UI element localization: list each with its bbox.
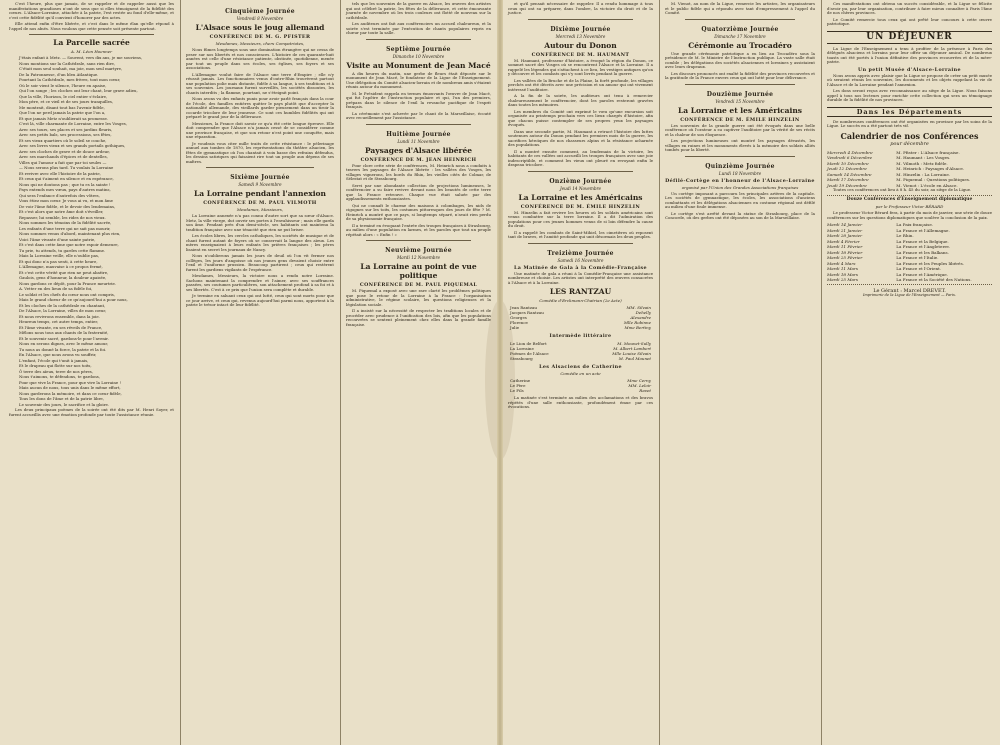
poem-line: Vous étiez mon cœur. Je vous ai vu, et mon âme	[19, 198, 113, 203]
event-label: La France et les Balkans.	[896, 249, 949, 255]
paragraph: Il a rappelé les combats de Saint-Mihiel, les cimetières où reposent tant de braves, et l'amitié profonde qui unit désormais les deux peuples.	[508, 229, 653, 239]
box-heading: UN DÉJEUNER	[827, 31, 992, 44]
performer-name: MM. Leloir	[628, 383, 651, 388]
divider	[528, 243, 633, 244]
divider	[29, 34, 154, 35]
paragraph: Les vallées de la Bruche et de la Plaine, la forêt profonde, les villages perchés ont été décrits avec une précision et un amour qui ont vivement intéressé l'auditoire.	[508, 77, 653, 92]
poem-line: Tu nous as donné la force, la patrie et la foi.	[19, 346, 107, 352]
section-subtitle: La Matinée de Gala à la Comédie-Française	[514, 264, 647, 271]
section-subtitle: CONFÉRENCE DE M. PAUL VILMOTH	[203, 200, 317, 206]
paragraph: A la fin de la soirée, les auditeurs ont tenu à remercier chaleureusement le conférencier, dont les paroles resteront gravées dans toutes les mémoires.	[508, 93, 653, 107]
poem-line: Nous gardons ce dépôt, pour la France meurtrie.	[19, 280, 117, 286]
date-label: Mardi 4 Février	[827, 238, 860, 244]
article-body	[346, 72, 491, 121]
role-name: La Lorraine	[510, 346, 534, 351]
article-body	[346, 164, 491, 238]
paragraph: Une matinée de gala a réuni à la Comédie-Française une assistance nombreuse et choisie. Les artistes ont interprété des œuvres consacrées à l'Alsace et à la Lorraine.	[508, 270, 653, 285]
article-body	[186, 48, 334, 164]
section-day: Cinquième Journée	[225, 8, 295, 15]
poem-line: Voici l'âme vivante d'une sainte patrie,	[19, 236, 96, 242]
section-subtitle: CONFÉRENCE DE M. G. PFISTER	[209, 34, 311, 40]
role-name: Poèmes de l'Alsace	[510, 351, 549, 356]
column-3	[341, 0, 496, 745]
poem-line: Qui l'on songe ; les cloches ont leur chant, leur grave adieu,	[19, 88, 138, 93]
date-label: Mercredi 4 Décembre	[827, 149, 873, 155]
paragraph: Le Comité remercie tous ceux qui ont prêté leur concours à cette œuvre patriotique.	[827, 16, 992, 26]
poem-line: De voir l'âme fidèle, et le devoir des lendemains,	[19, 203, 116, 209]
play-title: LES RANTZAU	[549, 287, 612, 296]
article-body	[508, 59, 653, 168]
poem-line: Gaulois, gens d'honneur, la douleur apaisée,	[19, 275, 107, 280]
article-body	[186, 214, 334, 308]
date-label: Mardi 4 Mars	[827, 260, 856, 266]
paragraph: Il a insisté sur la nécessité de respecter les traditions locales et de procéder avec prudence à l'unification des lois, afin que les populations recouvrées se sentent pleinement chez elles dans la grande famille française.	[346, 308, 491, 327]
role-name: Florence	[510, 320, 528, 325]
paragraph: Les écoles libres, les cercles catholiques, les sociétés de musique et de chant furent autant de foyers où se conservait la langue des aïeux. Les mères enseignaient à leurs enfants les prières françaises ; les pères lisaient en secret les journaux de Nancy.	[186, 233, 334, 252]
section-subtitle: CONFÉRENCE DE M. HAUMANT	[531, 51, 630, 58]
performer-name: Mlle Louise Silvain	[612, 351, 651, 356]
section-date: Mardi 12 Novembre	[397, 255, 440, 260]
role-name: Jacques Rantzau	[510, 310, 544, 315]
poem-line: Et ceux qui t'aiment en silence et en espérance,	[19, 176, 114, 181]
readings-table	[508, 341, 653, 361]
paragraph: Je voudrais vous citer mille traits de cette résistance : le pèlerinage annuel aux tombes de 1870, les représentations du théâtre alsacien, les fêtes de gymnastique où l'on chantait à voix basse des refrains défendus, les dessins satiriques qui faisaient rire tout un peuple aux dépens de ses maîtres.	[186, 140, 334, 164]
play-title: Les Alsaciens de Catherine	[539, 364, 622, 370]
section-date: Vendredi 15 Novembre	[715, 98, 765, 104]
lecture-row	[827, 277, 992, 283]
section-title: Cérémonie au Trocadéro	[688, 40, 792, 50]
article-body	[665, 124, 815, 153]
paragraph: Les dons seront reçus avec reconnaissance au siège de la Ligue. Nous faisons appel à tous nos lecteurs pour enrichir cette collection qui sera un témoignage durable de la fidélité de nos provinces.	[827, 88, 992, 102]
paragraph: M. Vienot, au nom de la Ligue, remercie les artistes, les organisateurs et le public fidèle qui a répondu avec tant d'empressement à l'appel du Comité.	[665, 1, 815, 15]
paragraph: Servi par une abondante collection de projections lumineuses, le conférencier a su faire revivre devant nous les beautés de cette terre que la France retrouve. Chaque vue était saluée par des applaudissements enthousiastes.	[346, 182, 491, 201]
section-day: Onzième Journée	[549, 177, 612, 185]
paragraph: Mesdames, Messieurs, la victoire nous a rendu notre Lorraine. Sachons maintenant la comprendre et l'aimer, avec ses souffrances passées, ses coutumes particulières, son attachement profond à sa foi et à ses libertés. C'est à ce prix que l'union sera complète et durable.	[186, 273, 334, 292]
section-title: Paysages d'Alsace libérée	[364, 145, 473, 155]
paragraph: Je termine en saluant ceux qui ont lutté, ceux qui sont morts pour que ce jour arrive, et ceux qui, revenus aujourd'hui parmi nous, apportent à la patrie le trésor intact de leur fidélité.	[186, 293, 334, 307]
section-subtitle: par le Professeur Victor BÉRARD	[875, 204, 944, 209]
section-date: Lundi 11 Novembre	[397, 138, 440, 144]
poem-line: Et le drapeau qui flotte sur nos toits,	[19, 363, 92, 368]
divider	[685, 84, 795, 85]
performer-name: M. Mounet-Sully	[617, 341, 651, 346]
role-name: Julie	[510, 325, 520, 330]
event-label: La France et la Belgique.	[896, 238, 949, 244]
poem-line: J'étais enfant à Metz. — Souvent, vers dix ans, je me souviens,	[19, 55, 143, 60]
performer-name: M. Albert Lambert	[613, 346, 651, 351]
poem-line: Et l'âme vivante, en ses réveils de France,	[19, 324, 103, 330]
paragraph: Les auditeurs ont fait aux conférenciers un accueil chaleureux, et la soirée s'est terminée par l'exécution de chants populaires repris en chœur par toute la salle.	[346, 21, 491, 35]
role-name: Catherine	[510, 378, 531, 383]
event-label: M. Vienot : L'école en Alsace.	[896, 182, 958, 188]
calendar-title: Calendrier de nos Conférences	[840, 130, 979, 141]
section-day: Quatorzième Journée	[701, 25, 779, 33]
role-name: Le Lion de Belfort	[510, 341, 547, 346]
date-label: Jeudi 19 Décembre	[827, 182, 867, 188]
column-5	[660, 0, 820, 745]
paragraph: Nous avons appris avec plaisir que la Ligue se propose de créer un petit musée où seraient réunis les souvenirs, les documents et les objets rappelant la vie de l'Alsace et de la Lorraine pendant l'annexion.	[827, 72, 992, 87]
column-2	[181, 0, 339, 745]
poem-line: Le soldat et les chefs du cœur nous ont compris,	[19, 291, 115, 297]
event-label: La France et l'Angleterre.	[896, 244, 951, 249]
role-name: Le Fils	[510, 388, 524, 393]
date-label: Mardi 25 Mars	[827, 277, 859, 282]
section-title: La Lorraine et les Américains	[518, 192, 643, 202]
poem-line: Les enfants d'une terre qui ne sait pas mourir,	[19, 225, 111, 231]
poem-line: Et que jamais Metz n'oublierait sa promesse.	[19, 115, 109, 121]
divider	[366, 39, 471, 40]
poem-line: Que la ville, l'horizon, le ciel entier s'éclaire,	[19, 93, 108, 99]
poem-line: C'est là, ville charmante de Lorraine, entre les Vosges,	[19, 121, 128, 126]
role-name: Georges	[510, 315, 527, 320]
divider	[528, 19, 633, 20]
calendar-list	[827, 150, 992, 189]
paragraph: Les projections lumineuses ont montré les paysages dévastés, les villages en ruines et les monuments élevés à la mémoire des soldats alliés tombés pour la liberté.	[665, 138, 815, 152]
paragraph: Les souvenirs de la grande guerre ont été évoqués dans une belle conférence où l'orateur a su captiver l'auditoire par la vérité de ses récits et la chaleur de son éloquence.	[665, 122, 815, 137]
date-label: Mardi 21 Janvier	[827, 227, 863, 233]
role-name: Jean Rantzau	[510, 305, 537, 310]
performer-name: Mme Cerny	[627, 378, 651, 383]
section-day: Quinzième Journée	[705, 162, 775, 170]
poem-line: Pourtant la Cathédrale, mes frères, tout mon cœur,	[19, 77, 121, 82]
printer-imprint: Imprimerie de la Ligue de l'Enseignement — Paris.	[862, 293, 957, 297]
section-title: L'Alsace sous le joug allemand	[195, 23, 325, 32]
play-subtitle: Comédie d'Erckmann-Chatrian (2e Acte)	[539, 298, 622, 303]
poem-line: Le souvenir des jours, le sacrifice et la gloire.	[19, 401, 110, 407]
salutation: Mesdames, Messieurs,	[236, 207, 284, 212]
paragraph: et qu'il pensait nécessaire de rappeler. Il a rendu hommage à tous ceux qui ont su préparer, dans l'ombre, la victoire du droit et de la justice.	[508, 1, 653, 15]
poem-line: En l'Alsace, que nous avons vu souffrir,	[19, 352, 97, 357]
paragraph: Le professeur Victor Bérard fera, à partir du mois de janvier, une série de douze conférences sur les questions diplomatiques que soulève la conclusion de la paix.	[827, 210, 992, 220]
article-body	[665, 192, 815, 221]
paragraph: La matinée s'est terminée au milieu des acclamations et des bravos répétés d'une salle enthousiaste, profondément émue par ces évocations.	[508, 395, 653, 409]
paragraph: M. Hinzelin a fait revivre les heures où les soldats américains sont venus combattre sur la terre lorraine. Il a dit l'admiration des populations pour ces jeunes hommes venus de si loin défendre la cause du droit.	[508, 209, 653, 228]
poem-line: Avec ses cloches de grave et de douce ardeur,	[19, 148, 110, 154]
section-title: Douze Conférences d'Enseignement diplomatique	[846, 196, 973, 202]
paragraph: Nous fûmes longtemps sous une domination étrangère qui ne cessa de peser sur nos libertés et nos consciences. L'histoire de ces quarante-huit années est celle d'une résistance patiente, obstinée, quotidienne, menée par tout un peuple dans ses écoles, ses églises, ses foyers et ses associations.	[186, 47, 334, 70]
poem-line: Et qui donc n'a pas senti, à cette heure,	[19, 258, 98, 264]
play-subtitle: Comédie en un acte	[560, 371, 601, 376]
section-title: La Lorraine au point de vue politique	[360, 262, 477, 280]
event-label: M. Vilmoth : Metz fidèle.	[896, 160, 948, 166]
paragraph: Elle attend enfin d'être libérée, et c'est dans le même élan qu'elle répond à l'appel de nos aînés. Nous voulons que cette pensée soit présente partout.	[9, 21, 174, 31]
poem-line: Avec ses marchands d'épices et de dentelles,	[19, 154, 108, 159]
poem-line: Pour que vive la France, pour que vive la Lorraine !	[19, 379, 122, 385]
divider	[827, 284, 992, 285]
article-body	[665, 52, 815, 81]
section-day: Huitième Journée	[386, 130, 451, 138]
poem-line: Mais aucun de nous, tous unis dans le même effort,	[19, 385, 121, 390]
poem-line: Avec ses tours, ses places et ses jardins fleuris,	[19, 126, 113, 132]
section-subtitle: CONFÉRENCE DE M. ÉMILE HINZELIN	[680, 116, 800, 123]
performer-name: Mlle Robinne	[623, 320, 651, 325]
section-day: Neuvième Journée	[385, 247, 452, 254]
box-heading: Dans les Départements	[827, 107, 992, 117]
paragraph: Dans une seconde partie, M. Haumant a retracé l'histoire des luttes soutenues autour du Donon pendant les premiers mois de la guerre, les sacrifices héroïques de nos chasseurs alpins et la résistance acharnée des populations.	[508, 128, 653, 147]
poem-line: Tu prie, tu attends, tu gardes cette flamme.	[19, 247, 106, 253]
paragraph: Ces manifestations ont obtenu un succès considérable, et la Ligue se félicite d'avoir pu, par leur organisation, contribuer à faire mieux connaître à Paris l'âme de nos chères provinces.	[827, 1, 992, 15]
section-day: Douzième Journée	[706, 90, 774, 98]
date-label: Mardi 18 Février	[827, 249, 863, 255]
divider	[528, 171, 633, 172]
lecture-list	[827, 222, 992, 283]
article-body	[827, 74, 992, 103]
paragraph: Qui ne connaît le charme des maisons à colombages, les nids de cigognes sur les toits, les costumes pittoresques des jours de fête ? M. Heinrich a montré que ce pays, si longtemps séparé, n'avait rien perdu de sa physionomie française.	[346, 202, 491, 221]
event-label: M. Piquemal : Questions politiques.	[896, 177, 971, 182]
poem-line: Mais le grand chœur de ce qu'aujourd'hui a pour nous,	[19, 297, 128, 302]
event-label: M. Hinzelin : La Lorraine.	[896, 171, 951, 177]
article-body	[508, 272, 653, 286]
date-label: Vendredi 6 Décembre	[827, 155, 873, 160]
date-label: Mardi 10 Décembre	[827, 160, 869, 166]
section-date: Vendredi 8 Novembre	[236, 16, 284, 21]
interlude-title: Intermède littéraire	[549, 333, 612, 339]
section-date: Samedi 9 Novembre	[238, 182, 282, 187]
paragraph: La Lorraine annexée n'a pas connu d'autre sort que sa sœur d'Alsace. Metz, la ville vierge, dut ouvrir ses portes à l'envahisseur ; mais elle garda son âme. Pendant près d'un demi-siècle, ses habitants ont maintenu la tradition française avec une ténacité que rien ne put briser.	[186, 213, 334, 232]
poem-line: Que l'on ne perd jamais la patrie que l'on a,	[19, 110, 106, 115]
paragraph: M. le Président rappela en termes émouvants l'œuvre de Jean Macé, qui fut l'apôtre de l'instruction populaire et qui, l'un des premiers, prépara dans le silence de l'exil la revanche pacifique de l'esprit français.	[346, 90, 491, 109]
date-label: Jeudi 12 Décembre	[827, 166, 867, 171]
performer-name: Alexandre	[630, 315, 651, 320]
event-label: La France et l'Italie.	[896, 255, 939, 260]
section-subtitle: CONFÉRENCE DE M. PAUL PIQUEMAL	[359, 282, 478, 288]
poem-author: A. M. Léon Hoenner	[70, 49, 113, 54]
section-day: Dixième Journée	[550, 25, 611, 33]
role-name: Strasbourg	[510, 356, 533, 361]
event-label: Le Rhin.	[896, 233, 914, 238]
section-day: Treizième Journée	[547, 249, 614, 257]
paragraph: La Ligue de l'Enseignement a tenu à profiter de la présence à Paris des délégués alsaciens et lorrains pour leur offrir un déjeuner amical. De nombreux toasts ont été portés à l'union définitive des provinces recouvrées et de la mère-patrie.	[827, 45, 992, 64]
poem-line: Ô terre des aïeux, terre de nos pères,	[19, 368, 94, 374]
section-day: Septième Journée	[386, 45, 451, 53]
performer-name: M. Paul Mounet	[618, 356, 651, 361]
poem-line: Avec ses petits bals, ses processions, ses fêtes,	[19, 132, 112, 137]
event-label: La France et l'Allemagne.	[896, 227, 950, 233]
poem-line: Avec ses livres vieux et ses grands portails gothiques,	[19, 143, 126, 148]
program-row	[508, 356, 653, 361]
date-label: Mardi 18 Mars	[827, 271, 859, 277]
poem-line: Et le souvenir sacré, gardons-le pour l'avenir.	[19, 335, 109, 341]
poem-line: Nous qui ne doutons pas ; que tu es la sainte !	[19, 181, 111, 187]
poem-line: Repasser, lui semble, les rides de nos vieux.	[19, 214, 106, 220]
event-label: M. Heinrich : Paysages d'Alsace.	[896, 166, 965, 171]
cast-table	[508, 305, 653, 330]
divider	[366, 124, 471, 125]
section-day: Sixième Journée	[230, 174, 290, 181]
section-subtitle: CONFÉRENCE DE M. ÉMILE HINZELIN	[520, 203, 641, 210]
poem-line: Et les cloches de la cathédrale en chantant,	[19, 302, 106, 308]
cast-table	[508, 378, 653, 393]
paragraph: Les deux principaux poèmes de la soirée ont été dits par M. Henri Soyer, et furent accueillis avec une émotion profonde par toute l'assistance réunie.	[9, 407, 174, 417]
paragraph: L'Allemagne voulut faire de l'Alsace une terre d'Empire ; elle n'y réussit jamais. Les fonctionnaires venus d'outre-Rhin trouvèrent partout une population polie mais distante, fidèle à sa langue, à ses traditions et à ses souvenirs. Les journaux furent surveillés, les sociétés dissoutes, les chants interdits ; la flamme, pourtant, ne s'éteignit point.	[186, 71, 334, 95]
performer-name: Dehelly	[635, 310, 651, 315]
date-label: Mardi 11 Février	[827, 244, 863, 249]
performer-name: Ravet	[639, 388, 651, 393]
poem-line: L'Allemagne, mauvaise à ce propos fermé,	[19, 264, 103, 269]
poem-line: Nous montions sur la Cathédrale, sans rien dire,	[19, 60, 116, 66]
poem-line: Et c'est cette vérité que rien ne peut abattre,	[19, 269, 109, 275]
program-row	[508, 388, 653, 393]
poem-line: — Nous serons plus tard. Tu voulais la Lorraine	[19, 165, 114, 170]
poem-line: Et revivre avec elle l'histoire de la patrie,	[19, 170, 101, 176]
paragraph: Un cortège imposant a parcouru les principales artères de la capitale. Les sociétés de gymnastique, les écoles, les associations d'anciens combattants et les délégations alsaciennes en costume régional ont défilé au milieu d'une foule immense.	[665, 190, 815, 209]
poem-line: Nous sommes les témoins de la fidélité sacrée,	[19, 220, 112, 225]
poem-line: Mais la Lorraine veille, elle n'oublie pas,	[19, 253, 100, 258]
poem-line: Nous garderons la mémoire, et dans ce cœur fidèle,	[19, 390, 122, 396]
event-label: M. Pfister : L'Alsace française.	[896, 149, 960, 155]
event-label: La France et la Société des Nations.	[896, 277, 972, 282]
poem-line: C'était mon seul souhait, ma joie, mon seul martyre,	[19, 66, 123, 71]
date-label: Mardi 25 Février	[827, 255, 863, 260]
divider	[366, 240, 471, 241]
date-label: Mardi 17 Décembre	[827, 177, 869, 182]
poem-title: La Parcelle sacrée	[53, 38, 130, 47]
poem-line: De l'Alsace, la Lorraine, villes de mon cœur,	[19, 308, 107, 313]
paragraph: Une grande cérémonie patriotique a eu lieu au Trocadéro sous la présidence de M. le Ministre de l'Instruction publique. La vaste salle était comble ; les délégations des sociétés alsaciennes et lorraines y assistaient avec leurs drapeaux.	[665, 50, 815, 69]
manager-signature: Le Gérant : Marcel DREVET.	[873, 287, 946, 294]
poem-line: Mon père, et ce vieil et de ses jours tranquilles,	[19, 99, 114, 104]
paragraph: Toutes ces conférences ont lieu à 8 h. 45 du soir, au siège de la Ligue.	[833, 187, 972, 192]
performer-name: MM. Silvain	[626, 305, 651, 310]
paragraph: Messieurs, la France doit savoir ce qu'a été cette longue épreuve. Elle doit comprendre que l'Alsace n'a jamais cessé de se considérer comme une province française, et que son retour n'est point une conquête, mais une réparation.	[186, 120, 334, 139]
poem-line: Nous en serons dignes, avec le même amour,	[19, 341, 109, 346]
paragraph: A dix heures du matin, une gerbe de fleurs était déposée sur le monument de Jean Macé, le fondateur de la Ligue de l'Enseignement. Une délégation du Comité alsacien-lorrain et de nombreux amis s'étaient réunis autour du monument.	[346, 70, 491, 89]
poem-line: Et nous revivrons ensemble, dans la joie.	[19, 313, 100, 319]
article-body	[827, 211, 992, 220]
poem-line: Nous t'aimons, te défendons, te gardons,	[19, 374, 100, 379]
event-label: La France et les Peuples libérés.	[896, 260, 964, 266]
divider	[206, 167, 314, 168]
paragraph: Le cortège s'est arrêté devant la statue de Strasbourg, place de la Concorde, où des gerbes ont été déposées au son de la Marseillaise.	[665, 210, 815, 220]
paragraph: De nombreuses conférences ont été organisées en province par les soins de la Ligue. Le succès en a été partout très vif.	[827, 118, 992, 128]
divider	[827, 195, 992, 196]
poem-line: Et c'est dans cette âme que notre espoir demeure,	[19, 242, 119, 247]
role-name: Le Père	[510, 383, 526, 388]
divider	[685, 19, 795, 20]
poem-line: De la Patronnesse, d'un bleu Atlantique.	[19, 71, 99, 77]
section-subtitle: CONFÉRENCE DE M. JEAN HEINRICH	[360, 156, 477, 163]
paragraph: Les membres du Comité ont exprimé le vœu qu'une excursion soit organisée au printemps prochain vers ces lieux chargés d'histoire, afin que chacun puisse contempler de ses propres yeux les paysages évoqués.	[508, 108, 653, 127]
poem-line: Tous les dons de l'âme et de la patrie libre,	[19, 396, 104, 401]
section-date: Samedi 16 Novembre	[557, 257, 604, 263]
calendar-subtitle: pour décembre	[890, 141, 929, 147]
poem-line: Heureux temps, cet autre temps, entier,	[19, 319, 98, 324]
paragraph: Nous avons vu des enfants punis pour avoir parlé français dans la cour de l'école, des familles entières quitter le pays plutôt que d'accepter la nationalité allemande, des vieillards garder pieusement dans un tiroir la cocarde tricolore de leur jeunesse. Ce sont ces humbles fidélités qui ont préparé le grand jour de la délivrance.	[186, 96, 334, 119]
paragraph: Il a terminé en évoquant l'entrée des troupes françaises à Strasbourg, au milieu d'une population en larmes, et les paroles que tout un peuple répétait alors : « Enfin ! »	[346, 222, 491, 237]
poem-line: Où le soir vient le silence, l'heure en apaise,	[19, 82, 107, 88]
date-label: Mardi 11 Mars	[827, 266, 859, 271]
section-date: Lundi 18 Novembre	[718, 170, 762, 176]
poem-line: Me montrait, disant tout bas l'avenir fidèle,	[19, 104, 105, 110]
poem-line: Et ses vieux quartiers où le soleil se couche,	[19, 137, 107, 143]
date-label: Samedi 14 Décembre	[827, 171, 872, 177]
program-row	[508, 325, 653, 330]
paragraph: Les discours prononcés ont exalté la fidélité des provinces recouvrées et la gratitude de la France envers ceux qui ont lutté pour leur délivrance.	[665, 70, 815, 80]
poem-line: Et c'est alors que notre âme doit s'éveiller,	[19, 209, 104, 214]
section-title: La Lorraine pendant l'annexion	[193, 189, 327, 198]
column-1	[4, 0, 179, 745]
divider	[685, 156, 795, 157]
section-subtitle: organisé par l'Union des Grandes Associations françaises	[681, 184, 799, 190]
poem	[9, 56, 174, 407]
poem-line: Nous sommes venus d'abord, maintenant plus rien,	[19, 231, 121, 236]
section-date: Mercredi 13 Novembre	[555, 33, 606, 39]
poem-line: Mêlons nous tous aux chants de la fraternité,	[19, 330, 109, 335]
article-body	[508, 211, 653, 240]
section-date: Jeudi 14 Novembre	[559, 185, 602, 191]
paragraph: M. Haumant, professeur d'histoire, a évoqué la région du Donon, ce sommet sacré des Vosges où se rencontrent l'Alsace et la Lorraine. Il a rappelé les légendes qui s'attachent à ce lieu, les vestiges antiques qu'on y découvre et les combats qui s'y sont livrés pendant la guerre.	[508, 57, 653, 76]
event-label: La France et l'Orient.	[896, 266, 942, 271]
paragraph: La cérémonie s'est achevée par le chant de la Marseillaise, écouté avec recueillement par l'assistance.	[346, 110, 491, 120]
event-label: M. Haumant : Les Vosges.	[896, 155, 951, 160]
section-title: Un petit Musée d'Alsace-Lorraine	[858, 66, 961, 73]
poem-line: Villes qui l'amour a fait que par toi seules —	[19, 159, 107, 165]
paragraph: tels que les souvenirs de la guerre en Alsace, les œuvres des artistes qui ont célébré la patrie, les fêtes de la délivrance, et cette émouvante journée de novembre où les trois couleurs ont flotté de nouveau sur la cathédrale.	[346, 1, 491, 20]
performer-name: Mme Bertiny	[624, 325, 651, 330]
poem-line: A. Vetter en des lieux de sa fidèle foi,	[19, 286, 93, 291]
section-title: La Lorraine et les Américains	[677, 105, 803, 115]
poem-line: L'enfant, l'école qui t'unit à jamais,	[19, 357, 89, 363]
event-label: La France et l'Amérique.	[896, 271, 948, 277]
paragraph: Nous n'oublierons jamais les jours de deuil où l'on vit fermer nos collèges, les jours d'angoisse où nos jeunes gens devaient choisir entre l'exil et l'uniforme prussien. Beaucoup partirent ; ceux qui restèrent furent les gardiens vigilants de l'espérance.	[186, 253, 334, 272]
paragraph: M. Piquemal a exposé avec une rare clarté les problèmes politiques que pose le retour de la Lorraine à la France : l'organisation administrative, le régime scolaire, les questions religieuses et la législation sociale.	[346, 288, 491, 307]
date-label: Mardi 14 Janvier	[827, 222, 863, 227]
event-label: La Paix française.	[896, 222, 934, 227]
section-date: Dimanche 17 Novembre	[714, 33, 766, 39]
article-body	[346, 289, 491, 327]
poem-line: Pays entends mes vœux, pays d'autres matins,	[19, 187, 111, 192]
salutation: Mesdames, Messieurs, chers Compatriotes,	[215, 41, 305, 46]
column-4	[503, 0, 658, 745]
paragraph: C'est l'heure, plus que jamais, de se rappeler et de rappeler aussi que les manifestations grandioses n'ont de sens que si elles témoignent de la fidélité des cœurs. L'Alsace-Lorraine, attachée à la patrie, l'est restée au fond d'elle-même, et c'est cette fidélité qu'il convient d'honorer par des actes.	[9, 1, 174, 20]
paragraph: Pour clore cette série de conférences, M. Heinrich nous a conduits à travers les paysages de l'Alsace libérée : les vallées des Vosges, les villages vignerons, les bords du Rhin, les vieilles cités de Colmar, de Sélestat et de Strasbourg.	[346, 162, 491, 181]
poem-line: Qui sera l'enfance d'autrefois des vôtres,	[19, 192, 100, 198]
paragraph: Il a montré ensuite comment, au lendemain de la victoire, les habitants de ces vallées ont accueilli les troupes françaises avec une joie indescriptible, et comment les vieux ont pleuré en revoyant enfin le drapeau tricolore.	[508, 148, 653, 167]
section-title: Défilé-Cortège en l'honneur de l'Alsace-Lorraine	[665, 177, 815, 184]
section-title: Visite au Monument de Jean Macé	[346, 60, 491, 70]
section-date: Dimanche 10 Novembre	[392, 53, 445, 59]
column-6	[822, 0, 997, 745]
section-title: Autour du Donon	[544, 40, 617, 50]
date-label: Mardi 28 Janvier	[827, 233, 863, 238]
